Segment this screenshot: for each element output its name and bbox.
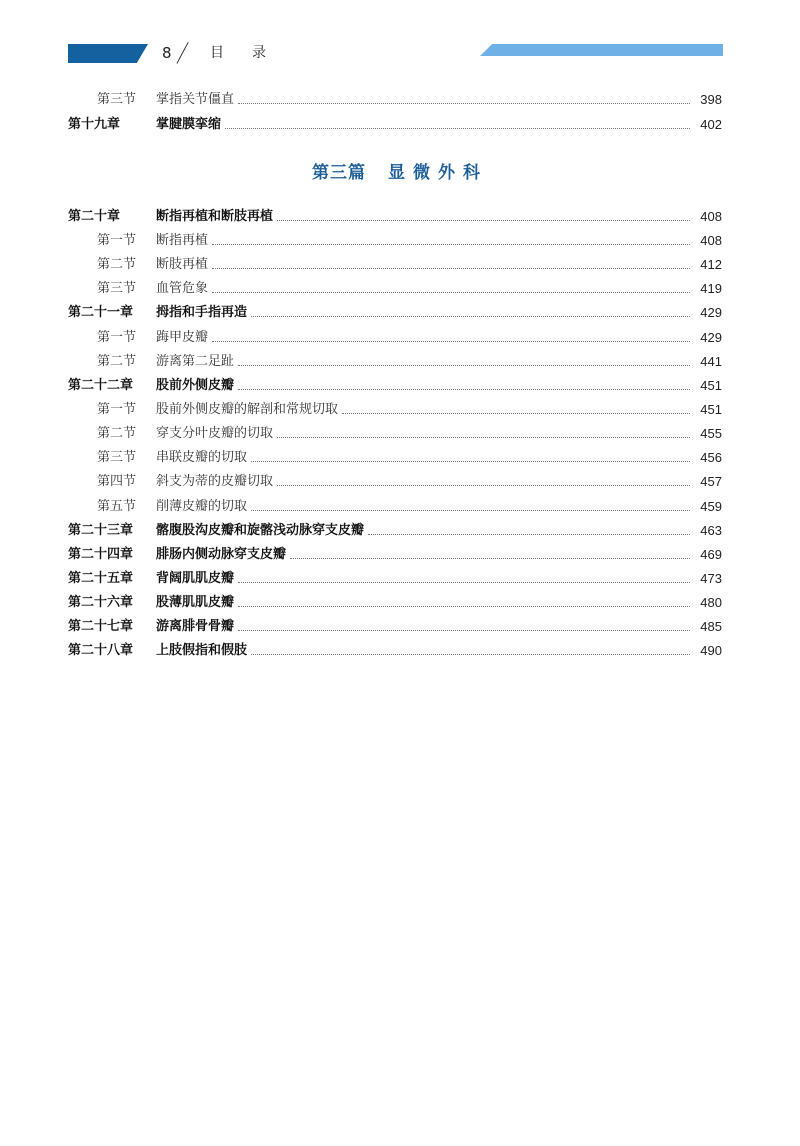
toc-entry-title: 股薄肌肌皮瓣 <box>156 595 235 610</box>
toc-entry-page: 459 <box>700 499 722 514</box>
toc-entry[interactable] <box>68 617 722 637</box>
toc-entry-title: 串联皮瓣的切取 <box>156 450 248 465</box>
toc-entry-page: 412 <box>700 257 722 272</box>
toc-entry-page: 456 <box>700 450 722 465</box>
toc-leader-dots <box>238 364 690 366</box>
toc-entry[interactable] <box>97 90 722 110</box>
toc-entry-page: 429 <box>700 305 722 320</box>
toc-entry[interactable] <box>68 207 722 227</box>
toc-entry-page: 419 <box>700 281 722 296</box>
toc-entry-label: 第三节 <box>97 450 137 465</box>
toc-entry[interactable] <box>97 424 722 444</box>
toc-entry[interactable] <box>68 569 722 589</box>
toc-entry-title: 斜支为蒂的皮瓣切取 <box>156 474 274 489</box>
toc-leader-dots <box>368 533 690 535</box>
header-bar-left <box>68 44 148 63</box>
header-title: 目录 <box>210 45 294 61</box>
toc-leader-dots <box>342 412 690 414</box>
toc-leader-dots <box>212 243 690 245</box>
toc-leader-dots <box>277 484 690 486</box>
toc-entry-label: 第二十章 <box>68 209 121 224</box>
toc-entry[interactable] <box>97 400 722 420</box>
header-slash-divider <box>176 42 188 64</box>
toc-entry-page: 485 <box>700 619 722 634</box>
toc-entry-label: 第三节 <box>97 281 137 296</box>
toc-entry[interactable] <box>97 279 722 299</box>
toc-leader-dots <box>251 460 690 462</box>
toc-entry-title: 掌腱膜挛缩 <box>156 117 222 132</box>
toc-entry-title: 游离腓骨骨瓣 <box>156 619 235 634</box>
toc-entry[interactable] <box>68 376 722 396</box>
toc-entry[interactable] <box>68 593 722 613</box>
toc-entry-title: 断肢再植 <box>156 257 209 272</box>
toc-entry-title: 削薄皮瓣的切取 <box>156 499 248 514</box>
toc-entry-title: 上肢假指和假肢 <box>156 643 248 658</box>
toc-entry[interactable] <box>97 328 722 348</box>
part-label: 第三篇 <box>312 163 366 183</box>
toc-entry[interactable] <box>97 497 722 517</box>
toc-leader-dots <box>251 653 690 655</box>
toc-entry-page: 469 <box>700 547 722 562</box>
toc-entry-label: 第一节 <box>97 233 137 248</box>
toc-entry-label: 第五节 <box>97 499 137 514</box>
toc-entry-label: 第二十二章 <box>68 378 134 393</box>
toc-entry-page: 402 <box>700 117 722 132</box>
toc-entry[interactable] <box>97 231 722 251</box>
toc-leader-dots <box>251 315 690 317</box>
toc-leader-dots <box>238 629 690 631</box>
toc-entry-label: 第一节 <box>97 402 137 417</box>
toc-entry-label: 第一节 <box>97 330 137 345</box>
toc-entry-label: 第二十六章 <box>68 595 134 610</box>
toc-entry-label: 第二节 <box>97 354 137 369</box>
toc-entry-page: 463 <box>700 523 722 538</box>
toc-entry-title: 股前外侧皮瓣的解剖和常规切取 <box>156 402 339 417</box>
toc-entry[interactable] <box>97 352 722 372</box>
toc-entry-title: 拇指和手指再造 <box>156 305 248 320</box>
toc-leader-dots <box>212 340 690 342</box>
toc-entry-label: 第二十四章 <box>68 547 134 562</box>
toc-entry-title: 掌指关节僵直 <box>156 92 235 107</box>
toc-entry-label: 第三节 <box>97 92 137 107</box>
toc-leader-dots <box>212 267 690 269</box>
toc-entry[interactable] <box>97 255 722 275</box>
toc-entry[interactable] <box>68 521 722 541</box>
toc-entry-title: 血管危象 <box>156 281 209 296</box>
toc-entry-title: 断指再植 <box>156 233 209 248</box>
toc-entry-page: 451 <box>700 402 722 417</box>
toc-entry-page: 451 <box>700 378 722 393</box>
header-page-number: 8 <box>162 44 172 62</box>
toc-entry-title: 穿支分叶皮瓣的切取 <box>156 426 274 441</box>
toc-entry-label: 第二十一章 <box>68 305 134 320</box>
toc-entry-page: 408 <box>700 209 722 224</box>
toc-entry[interactable] <box>68 545 722 565</box>
toc-leader-dots <box>238 605 690 607</box>
part-title: 显微外科 <box>388 163 488 183</box>
toc-entry-title: 髂腹股沟皮瓣和旋髂浅动脉穿支皮瓣 <box>156 523 365 538</box>
toc-entry-title: 断指再植和断肢再植 <box>156 209 274 224</box>
toc-entry-title: 腓肠内侧动脉穿支皮瓣 <box>156 547 287 562</box>
toc-leader-dots <box>277 436 690 438</box>
toc-leader-dots <box>277 219 690 221</box>
toc-leader-dots <box>225 127 690 129</box>
part-heading <box>0 161 800 185</box>
toc-entry-page: 473 <box>700 571 722 586</box>
toc-entry-page: 490 <box>700 643 722 658</box>
toc-entry-label: 第二节 <box>97 426 137 441</box>
toc-entry-page: 480 <box>700 595 722 610</box>
toc-entry-page: 457 <box>700 474 722 489</box>
toc-entry-label: 第二十七章 <box>68 619 134 634</box>
toc-entry-label: 第二节 <box>97 257 137 272</box>
toc-entry-label: 第十九章 <box>68 117 121 132</box>
toc-entry-title: 游离第二足趾 <box>156 354 235 369</box>
toc-entry-label: 第四节 <box>97 474 137 489</box>
toc-entry-label: 第二十八章 <box>68 643 134 658</box>
toc-entry-label: 第二十三章 <box>68 523 134 538</box>
toc-entry[interactable] <box>97 472 722 492</box>
toc-entry[interactable] <box>68 641 722 661</box>
toc-leader-dots <box>238 388 690 390</box>
toc-entry-title: 踇甲皮瓣 <box>156 330 209 345</box>
toc-entry-title: 背阔肌肌皮瓣 <box>156 571 235 586</box>
toc-leader-dots <box>238 581 690 583</box>
toc-entry-page: 441 <box>700 354 722 369</box>
toc-leader-dots <box>238 102 690 104</box>
toc-entry[interactable] <box>97 448 722 468</box>
toc-entry[interactable] <box>68 303 722 323</box>
toc-leader-dots <box>251 509 690 511</box>
header-bar-right <box>480 44 723 56</box>
toc-entry-page: 398 <box>700 92 722 107</box>
toc-entry-label: 第二十五章 <box>68 571 134 586</box>
toc-leader-dots <box>212 291 690 293</box>
toc-entry-page: 429 <box>700 330 722 345</box>
toc-entry-title: 股前外侧皮瓣 <box>156 378 235 393</box>
toc-entry-page: 408 <box>700 233 722 248</box>
toc-leader-dots <box>290 557 690 559</box>
toc-entry-page: 455 <box>700 426 722 441</box>
toc-entry[interactable] <box>68 115 722 135</box>
